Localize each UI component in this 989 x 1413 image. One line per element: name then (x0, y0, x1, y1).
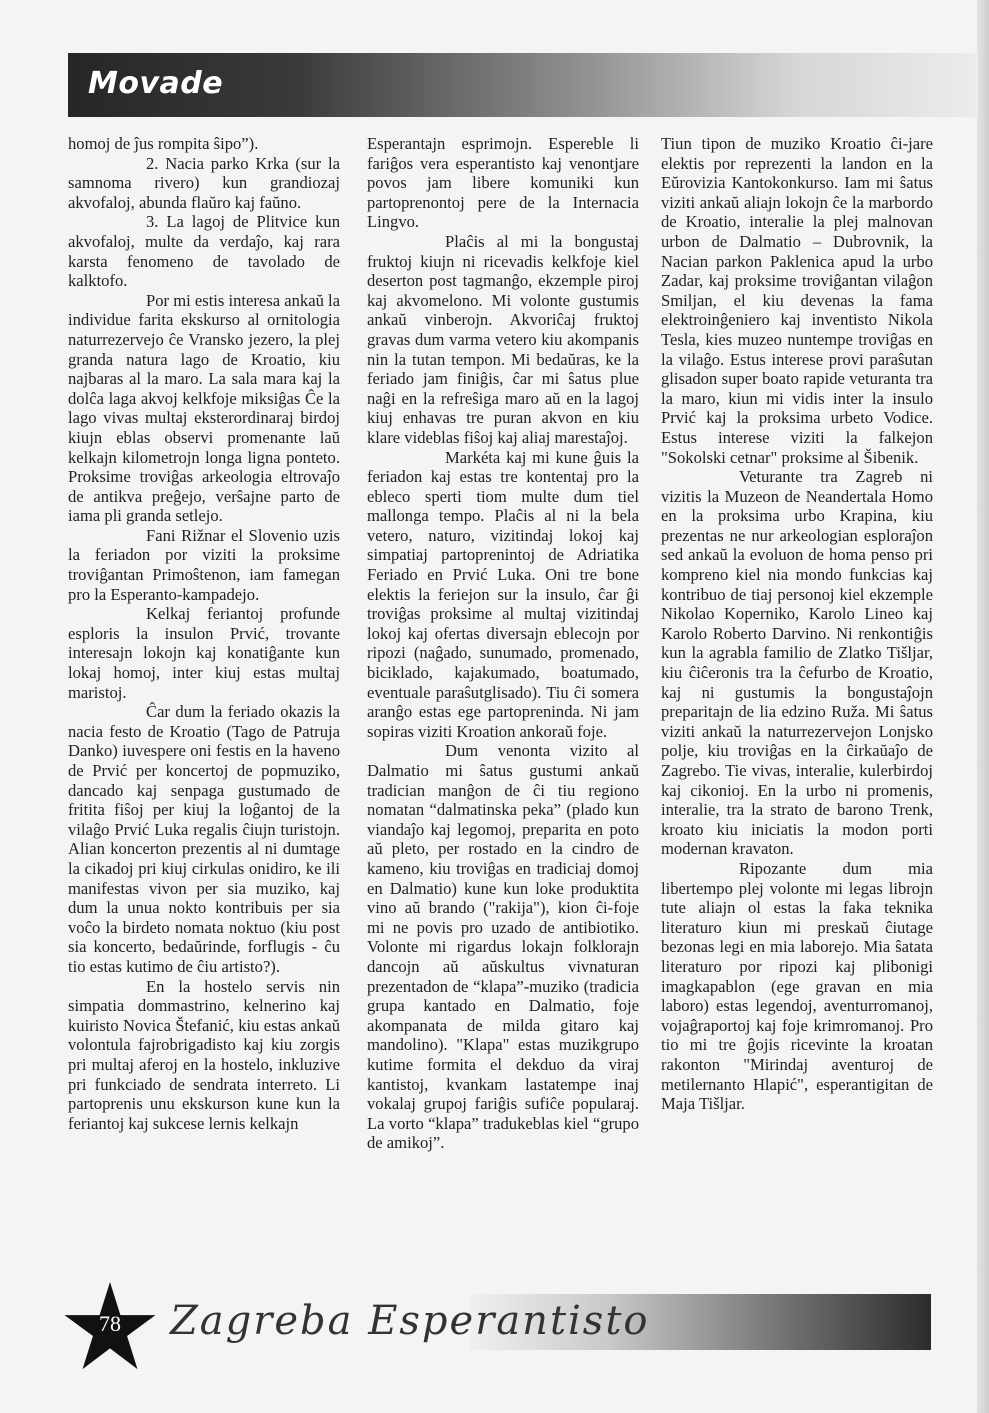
paragraph: Veturante tra Zagreb ni vizitis la Muzeon de Neandertala Homo en la proksima urbo Krapina, kiu prezentas ne nur arkeologian esploraĵon sed ankaŭ la evoluon de homa penso pri kompreno kiel nia mondo funkcias kaj kontribuo de tiaj personoj kiel ekzemple Nikolao Koperniko, Karolo Lineo kaj Karolo Roberto Darvino. Ni renkontiĝis kun la agrabla familio de Zlatko Tišljar, kiu ĉiĉeronis tra la ĉefurbo de Kroatio, kaj ni gustumis la bongustaĵojn preparitajn de lia edzino Ruža. Mi ŝatus viziti ankaŭ la naturrezervejon Lonjsko polje, kiu troviĝas en la ĉirkaŭaĵo de Zagrebo. Tie vivas, interalie, kulerbirdoj kaj cikonioj. En la urbo ni promenis, interalie, tra la strato de barono Trenk, kroato kiu iniciatis la modon porti modernan kravaton. (661, 467, 933, 859)
paragraph: Ripozante dum mia libertempo plej volonte mi legas librojn tute aliajn ol estas la faka teknika literaturo kiun mi preskaŭ ĉiutage bezonas legi en mia laborejo. Mia ŝatata literaturo por ripozi kaj plibonigi imagkapablon (ege gravan en mia laboro) estas legendoj, aventurromanoj, vojaĝraportoj kaj foje krimromanoj. Pro tio mi tre ĝojis ricevinte la kroatan rakonton "Mirindaj aventuroj de metilernanto Hlapić", esperantigitan de Maja Tišljar. (661, 858, 933, 1114)
page-edge-shadow (977, 0, 989, 1413)
paragraph: Fani Rižnar el Slovenio uzis la feriadon por viziti la proksime troviĝantan Primoŝtenon, iam famegan pro la Esperanto-kampadejo. (68, 525, 340, 604)
paragraph: Por mi estis interesa ankaŭ la individue farita ekskurso al ornitologia naturrezervejo ĉe Vransko jezero, la plej granda natura lago de Kroatio, kiu najbaras al la maro. La sala mara kaj la dolĉa laga akvoj kelkfoje miksiĝas Ĉe la lago vivas multaj eksterordinaraj birdoj kiujn eblas observi promenante laŭ kelkajn kilometrojn longa ligna ponteto. Proksime troviĝas arkeologia eltrovaĵo de antikva preĝejo, verŝajne parto de iama pli granda setlejo. (68, 290, 340, 526)
text-column-2 (367, 134, 639, 1274)
paragraph: En la hostelo servis nin simpatia dommastrino, kelnerino kaj kuiristo Novica Štefanić, kiu estas ankaŭ volontula fajrobrigadisto kaj kiu zorgis pri multaj aferoj en la hostelo, inkluzive pri funkciado de sendrata interreto. Li partoprenis unu ekskurson kune kun la feriantoj kaj sukcese lernis kelkajn (68, 976, 340, 1133)
paragraph: 3. La lagoj de Plitvice kun akvofaloj, multe da verdaĵo, kaj rara karsta fenomeno de tavolado de kalktofo. (68, 212, 340, 291)
paragraph: Dum venonta vizito al Dalmatio mi ŝatus gustumi ankaŭ tradician manĝon de ĉi tiu regiono nomatan “dalmatinska peka” (plado kun viandaĵo kaj legomoj, preparita en poto aŭ pleto, per rostado en la cindro de kameno, kiu troviĝas en tradiciaj domoj en Dalmatio) kune kun loke produktita vino aŭ brando ("rakija"), kion ĉi-foje mi ne povis pro uzado de antibiotiko. Volonte mi rigardus lokajn folklorajn dancojn aŭ aŭskultus vivnaturan prezentadon de “klapa”-muziko (tradicia grupa kantado en Dalmatio, foje akompanata de milda gitaro kaj mandolino). "Klapa" estas muzikgrupo kutime formita el dekduo da viraj kantistoj, kvankam lastatempe inaj vokalaj grupoj fariĝis sufiĉe popularaj. La vorto “klapa” tradukeblas kiel “grupo de amikoj”. (367, 741, 639, 1153)
paragraph: 2. Nacia parko Krka (sur la samnoma rivero) kun grandiozaj akvofaloj, abunda flaŭro kaj faŭno. (68, 153, 340, 212)
paragraph: Esperantajn esprimojn. Espereble li fariĝos vera esperantisto kaj venontjare povos jam libere komuniki kun partoprenontoj pere de la Internacia Lingvo. (367, 134, 639, 232)
text-column-1 (68, 134, 340, 1274)
paragraph: Markéta kaj mi kune ĝuis la feriadon kaj estas tre kontentaj pro la ebleco sperti tiom multe dum tiel mallonga tempo. Plaĉis al ni la bela vetero, naturo, vizitindaj lokoj kaj simpatiaj partoprenintoj de Adriatika Feriado en Prvić Luka. Oni tre bone elektis la feriejon sur la insulo, ĉar ĝi troviĝas proksime al multaj vizitindaj lokoj kaj ofertas diversajn eblecojn por ripozi (naĝado, sunumado, promenado, biciklado, kajakumado, boatumado, eventuale paraŝutglisado). Tiu ĉi somera aranĝo estas ege partopreninda. Ni jam sopiras viziti Kroation ankoraŭ foje. (367, 447, 639, 741)
section-title: Movade (88, 66, 224, 101)
text-column-3 (661, 134, 933, 1274)
paragraph: Tiun tipon de muziko Kroatio ĉi-jare elektis por reprezenti la landon en la Eŭrovizia Kantokonkurso. Iam mi ŝatus viziti ankaŭ aliajn lokojn ĉe la marbordo de Kroatio, interalie la plej malnovan urbon de Dalmatio – Dubrovnik, la Nacian parkon Paklenica apud la urbo Zadar, kaj proksime troviĝantan vilaĝon Smiljan, el kiu devenas la fama elektroinĝeniero kaj inventisto Nikola Tesla, kies muzeo nuntempe troviĝas en la vilaĝo. Estus interese provi paraŝutan glisadon super boato rapide veturanta tra la maro, kiun mi vidis inter la insulo Prvić kaj la proksima urbeto Vodice. Estus interese viziti la falkejon "Sokolski cetnar" proksime al Šibenik. (661, 134, 933, 467)
article-body (68, 134, 936, 1274)
paragraph: Kelkaj feriantoj profunde esploris la insulon Prvić, trovante interesajn lokojn kaj konatiĝante kun lokaj homoj, inter kiuj estas multaj maristoj. (68, 604, 340, 702)
page-number: 78 (99, 1311, 121, 1336)
section-header-bar (68, 53, 978, 117)
publication-title: Zagreba Esperantisto (170, 1298, 650, 1344)
paragraph: Ĉar dum la feriado okazis la nacia festo de Kroatio (Tago de Patruja Danko) iuvespere oni festis en la haveno de Prvić per koncertoj de popmuziko, dancado kaj senpaga gustumado de fritita fiŝoj per kiuj la loĝantoj de la vilaĝo Prvić Luka regalis ĉiujn turistojn. Alian koncerton prezentis al ni dumtage la cikadoj pri kiuj cirkulas onidiro, ke ili manifestas vivon per sia muziko, kaj dum la unua nokto kontribuis per sia voĉo la birdeto nomata noktuo (kiu post sia koncerto, bedaŭrinde, forflugis - ĉu tio estas kutimo de ĉiu artisto?). (68, 702, 340, 976)
paragraph: homoj de ĵus rompita ŝipo”). (68, 134, 259, 153)
paragraph: Plaĉis al mi la bongustaj fruktoj kiujn ni ricevadis kelkfoje kiel deserton post tagmanĝo, ekzemple piroj kaj akvomelono. Mi volonte gustumis ankaŭ vinberojn. Akvoriĉaj fruktoj gravas dum varma vetero kiu akompanis nin la tutan tempon. Mi bedaŭras, ke la feriado jam finiĝis, ĉar mi ŝatus plue naĝi en la refreŝiga maro aŭ en la lagoj kiuj enhavas tre puran akvon en kiu klare videblas fiŝoj kaj aliaj marestaĵoj. (367, 231, 639, 447)
